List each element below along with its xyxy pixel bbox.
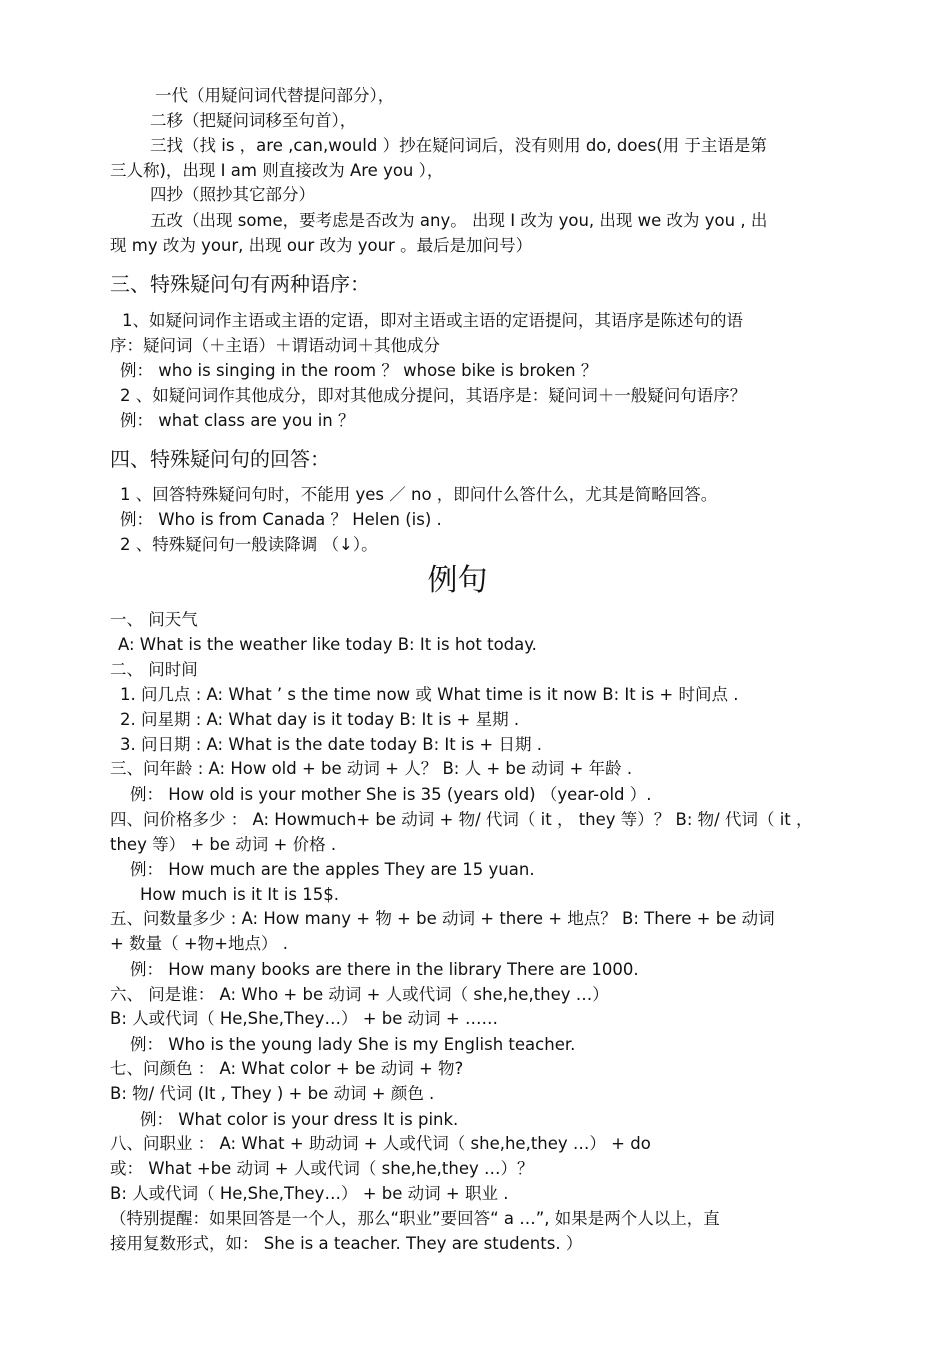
step-1: 一代（用疑问词代替提问部分）， (155, 86, 395, 105)
step-5-line1: 五改（出现 some，要考虑是否改为 any。 出现 I 改为 you, 出现 we 改为 you , 出 (150, 211, 768, 230)
example-who-sample: 例： Who is the young lady She is my English teacher. (130, 1035, 576, 1054)
section-3-heading: 三、特殊疑问句有两种语序： (110, 272, 370, 296)
example-color-pattern-line1: 七、问颜色 ： A: What color + be 动词 + 物? (110, 1059, 464, 1078)
example-price-sample-2: How much is it It is 15$. (140, 885, 340, 904)
example-job-pattern-line2: 或： What +be 动词 + 人或代词（ she,he,they …）？ (110, 1159, 534, 1178)
example-quantity-pattern-line1: 五、问数量多少 : A: How many + 物 + be 动词 + there + 地点？ B: There + be 动词 (110, 909, 775, 928)
step-3-line2: 三人称)，出现 I am 则直接改为 Are you ）， (110, 161, 444, 180)
section-4-heading: 四、特殊疑问句的回答： (110, 447, 330, 471)
section-3-rule-1-line2: 序：疑问词（＋主语）＋谓语动词＋其他成分 (110, 336, 440, 355)
example-age-pattern: 三、问年龄 : A: How old + be 动词 + 人？ B: 人 + be 动词 + 年龄 . (110, 759, 633, 778)
example-price-pattern-line1: 四、问价格多少 ： A: Howmuch+ be 动词 + 物/ 代词（ it ， they 等）？ B: 物/ 代词（ it ， (110, 810, 813, 829)
examples-title: 例句 (427, 563, 488, 598)
example-weather-dialog: A: What is the weather like today B: It is hot today. (118, 635, 537, 654)
section-4-example-1: 例： Who is from Canada ？ Helen (is) . (120, 510, 442, 529)
section-3-rule-1-line1: 1、如疑问词作主语或主语的定语，即对主语或主语的定语提问，其语序是陈述句的语 (122, 311, 743, 330)
step-4: 四抄（照抄其它部分） (150, 185, 315, 204)
step-5-line2: 现 my 改为 your, 出现 our 改为 your 。最后是加问号） (110, 236, 533, 255)
example-quantity-pattern-line2: + 数量（ +物+地点） . (110, 934, 288, 953)
section-4-rule-2: 2 、特殊疑问句一般读降调 （↓）。 (120, 535, 378, 554)
example-job-note-line2: 接用复数形式，如： She is a teacher. They are students. ） (110, 1234, 583, 1253)
example-time-weekday: 2. 问星期 : A: What day is it today B: It is + 星期 . (120, 710, 520, 729)
example-price-pattern-line2: they 等） + be 动词 + 价格 . (110, 835, 337, 854)
step-2: 二移（把疑问词移至句首）， (150, 111, 357, 130)
example-job-note-line1: （特别提醒：如果回答是一个人，那么“职业”要回答“ a …”, 如果是两个人以上，直 (110, 1209, 720, 1228)
example-job-answer: B: 人或代词（ He,She,They…） + be 动词 + 职业 . (110, 1184, 509, 1203)
section-3-example-2: 例： what class are you in ？ (120, 411, 355, 430)
example-who-pattern-line1: 六、 问是谁： A: Who + be 动词 + 人或代词（ she,he,they …） (110, 985, 609, 1004)
step-3-line1: 三找（找 is ，are ,can,would ）抄在疑问词后，没有则用 do, does(用 于主语是第 (150, 136, 767, 155)
section-4-rule-1: 1 、回答特殊疑问句时，不能用 yes ／ no ，即问什么答什么，尤其是简略回答。 (120, 485, 718, 504)
section-3-rule-2: 2 、如疑问词作其他成分，即对其他成分提问，其语序是：疑问词＋一般疑问句语序？ (120, 386, 747, 405)
section-3-example-1: 例： who is singing in the room ？ whose bike is broken ？ (120, 361, 598, 380)
example-who-pattern-line2: B: 人或代词（ He,She,They…） + be 动词 + …… (110, 1009, 498, 1028)
example-job-pattern-line1: 八、问职业 ： A: What + 助动词 + 人或代词（ she,he,they …） + do (110, 1134, 651, 1153)
example-color-pattern-line2: B: 物/ 代词 (It , They ) + be 动词 + 颜色 . (110, 1084, 435, 1103)
example-weather-heading: 一、 问天气 (110, 610, 198, 629)
example-quantity-sample: 例： How many books are there in the library There are 1000. (130, 960, 639, 979)
example-time-heading: 二、 问时间 (110, 660, 198, 679)
example-age-sample: 例： How old is your mother She is 35 (years old) （year-old ）. (130, 785, 652, 804)
example-color-sample: 例： What color is your dress It is pink. (140, 1110, 459, 1129)
example-time-hour: 1. 问几点 : A: What ’ s the time now 或 What time is it now B: It is + 时间点 . (120, 685, 739, 704)
example-time-date: 3. 问日期 : A: What is the date today B: It is + 日期 . (120, 735, 542, 754)
example-price-sample-1: 例： How much are the apples They are 15 yuan. (130, 860, 535, 879)
